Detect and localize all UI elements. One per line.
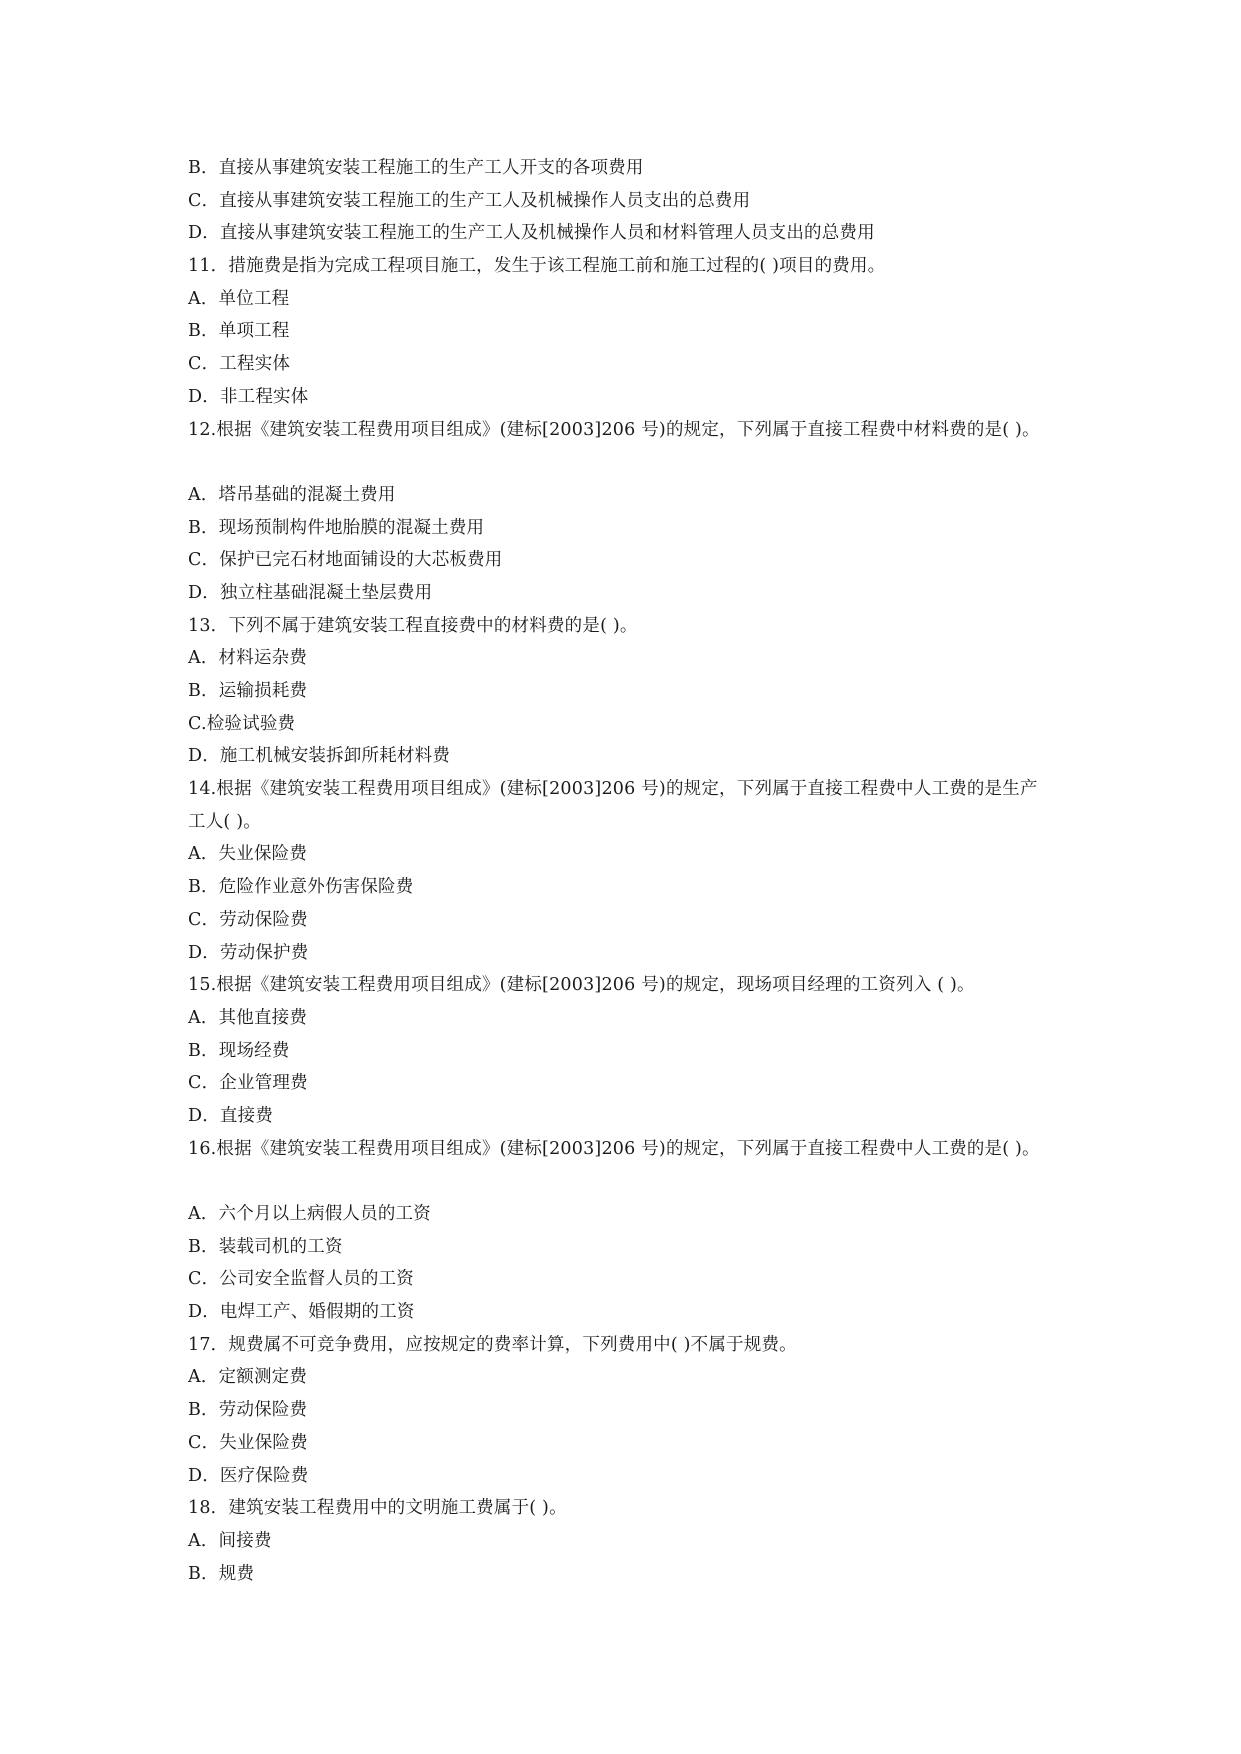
question-15: 15.根据《建筑安装工程费用项目组成》(建标[2003]206 号)的规定，现场项目经理的工资列入 ( )。 [188, 975, 975, 996]
question-18: 18．建筑安装工程费用中的文明施工费属于( )。 [188, 1498, 567, 1519]
option-b-q17: B．劳动保险费 [188, 1400, 308, 1421]
option-b-q16: B．装载司机的工资 [188, 1236, 343, 1257]
question-17: 17．规费属不可竞争费用，应按规定的费率计算，下列费用中( )不属于规费。 [188, 1334, 797, 1355]
option-a-q18: A．间接费 [188, 1530, 272, 1551]
option-a-q14: A．失业保险费 [188, 844, 308, 865]
option-b-q13: B．运输损耗费 [188, 681, 308, 701]
option-b-q15: B．现场经费 [188, 1040, 290, 1061]
option-c-q16: C．公司安全监督人员的工资 [188, 1269, 414, 1290]
option-d-q16: D．电焊工产、婚假期的工资 [188, 1302, 415, 1323]
option-c-q17: C．失业保险费 [188, 1432, 308, 1453]
option-d-q10: D．直接从事建筑安装工程施工的生产工人及机械操作人员和材料管理人员支出的总费用 [188, 223, 875, 244]
option-a-q16: A．六个月以上病假人员的工资 [188, 1204, 431, 1224]
question-14: 14.根据《建筑安装工程费用项目组成》(建标[2003]206 号)的规定，下列属于直接工程费中人工费的是生产 [188, 779, 1038, 800]
option-b-q10: B．直接从事建筑安装工程施工的生产工人开支的各项费用 [188, 158, 644, 178]
option-a-q17: A．定额测定费 [188, 1367, 308, 1388]
option-d-q13: D．施工机械安装拆卸所耗材料费 [188, 746, 451, 767]
option-d-q14: D．劳动保护费 [188, 942, 309, 963]
option-d-q17: D．医疗保险费 [188, 1465, 309, 1486]
document-page [188, 152, 1068, 1590]
option-c-q13: C.检验试验费 [188, 713, 296, 734]
option-a-q13: A．材料运杂费 [188, 648, 308, 669]
question-13: 13．下列不属于建筑安装工程直接费中的材料费的是( )。 [188, 615, 638, 636]
question-16: 16.根据《建筑安装工程费用项目组成》(建标[2003]206 号)的规定，下列属于直接工程费中人工费的是( )。 [188, 1138, 1040, 1159]
option-b-q14: B．危险作业意外伤害保险费 [188, 877, 414, 898]
option-c-q11: C．工程实体 [188, 354, 291, 375]
question-11: 11．措施费是指为完成工程项目施工，发生于该工程施工前和施工过程的( )项目的费用。 [188, 256, 886, 277]
question-12: 12.根据《建筑安装工程费用项目组成》(建标[2003]206 号)的规定，下列属于直接工程费中材料费的是( )。 [188, 419, 1040, 440]
option-c-q10: C．直接从事建筑安装工程施工的生产工人及机械操作人员支出的总费用 [188, 190, 751, 211]
option-d-q12: D．独立柱基础混凝土垫层费用 [188, 582, 433, 603]
option-b-q12: B．现场预制构件地胎膜的混凝土费用 [188, 517, 485, 538]
option-b-q18: B．规费 [188, 1563, 255, 1584]
option-a-q12: A．塔吊基础的混凝土费用 [188, 484, 396, 505]
option-c-q14: C．劳动保险费 [188, 909, 308, 930]
option-a-q15: A．其他直接费 [188, 1007, 308, 1028]
option-c-q12: C．保护已完石材地面铺设的大芯板费用 [188, 550, 503, 571]
option-a-q11: A．单位工程 [188, 288, 290, 309]
option-d-q15: D．直接费 [188, 1105, 274, 1126]
blank-line [188, 446, 1068, 479]
blank-line [188, 1165, 1068, 1198]
question-14-continued: 工人( )。 [188, 811, 261, 832]
option-c-q15: C．企业管理费 [188, 1073, 308, 1094]
option-d-q11: D．非工程实体 [188, 386, 309, 407]
option-b-q11: B．单项工程 [188, 321, 290, 342]
